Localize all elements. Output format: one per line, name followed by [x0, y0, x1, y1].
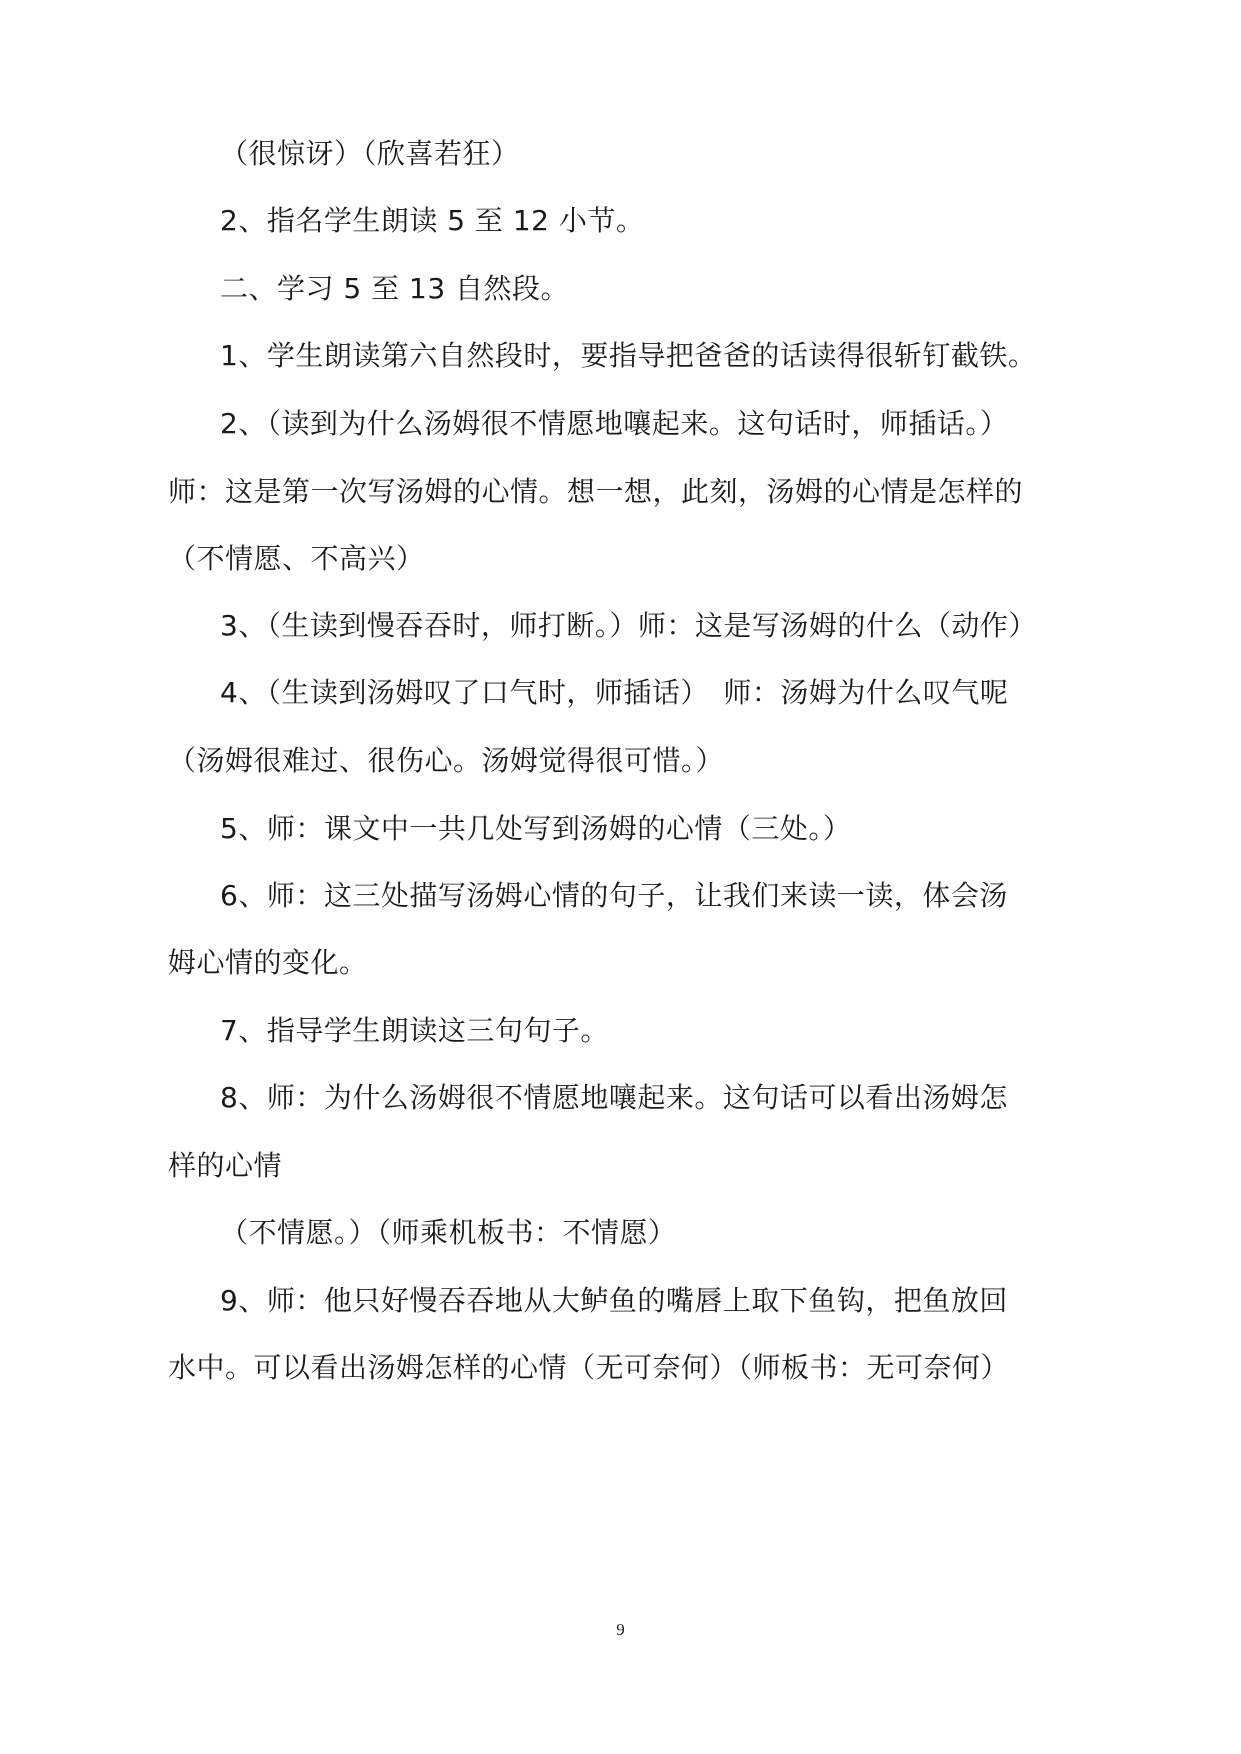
text-line-4: 1、学生朗读第六自然段时，要指导把爸爸的话读得很斩钉截铁。	[220, 339, 1037, 372]
text-line-3: 二、学习 5 至 13 自然段。	[220, 272, 570, 305]
text-line-18: 9、师：他只好慢吞吞地从大鲈鱼的嘴唇上取下鱼钩，把鱼放回	[220, 1284, 1008, 1317]
text-line-15: 8、师：为什么汤姆很不情愿地嚷起来。这句话可以看出汤姆怎	[220, 1081, 1008, 1114]
text-line-5: 2、（读到为什么汤姆很不情愿地嚷起来。这句话时，师插话。）	[220, 407, 1009, 440]
text-line-17: （不情愿。）（师乘机板书：不情愿）	[220, 1216, 677, 1249]
text-line-9: 4、（生读到汤姆叹了口气时，师插话） 师：汤姆为什么叹气呢	[220, 676, 1009, 709]
page-number: 9	[616, 1620, 625, 1639]
text-line-8: 3、（生读到慢吞吞时，师打断。）师：这是写汤姆的什么（动作）	[220, 609, 1037, 642]
text-line-7: （不情愿、不高兴）	[168, 542, 425, 575]
text-line-6: 师：这是第一次写汤姆的心情。想一想，此刻，汤姆的心情是怎样的	[168, 475, 1024, 508]
text-line-13: 姆心情的变化。	[168, 946, 368, 979]
text-line-16: 样的心情	[168, 1149, 283, 1182]
text-line-12: 6、师：这三处描写汤姆心情的句子，让我们来读一读，体会汤	[220, 879, 1008, 912]
text-line-1: （很惊讶）（欣喜若狂）	[220, 137, 520, 170]
text-line-14: 7、指导学生朗读这三句句子。	[220, 1014, 609, 1047]
text-line-10: （汤姆很难过、很伤心。汤姆觉得很可惜。）	[168, 744, 725, 777]
text-line-2: 2、指名学生朗读 5 至 12 小节。	[220, 204, 645, 237]
text-line-19: 水中。可以看出汤姆怎样的心情（无可奈何）（师板书：无可奈何）	[168, 1351, 1010, 1384]
text-line-11: 5、师：课文中一共几处写到汤姆的心情（三处。）	[220, 812, 852, 845]
